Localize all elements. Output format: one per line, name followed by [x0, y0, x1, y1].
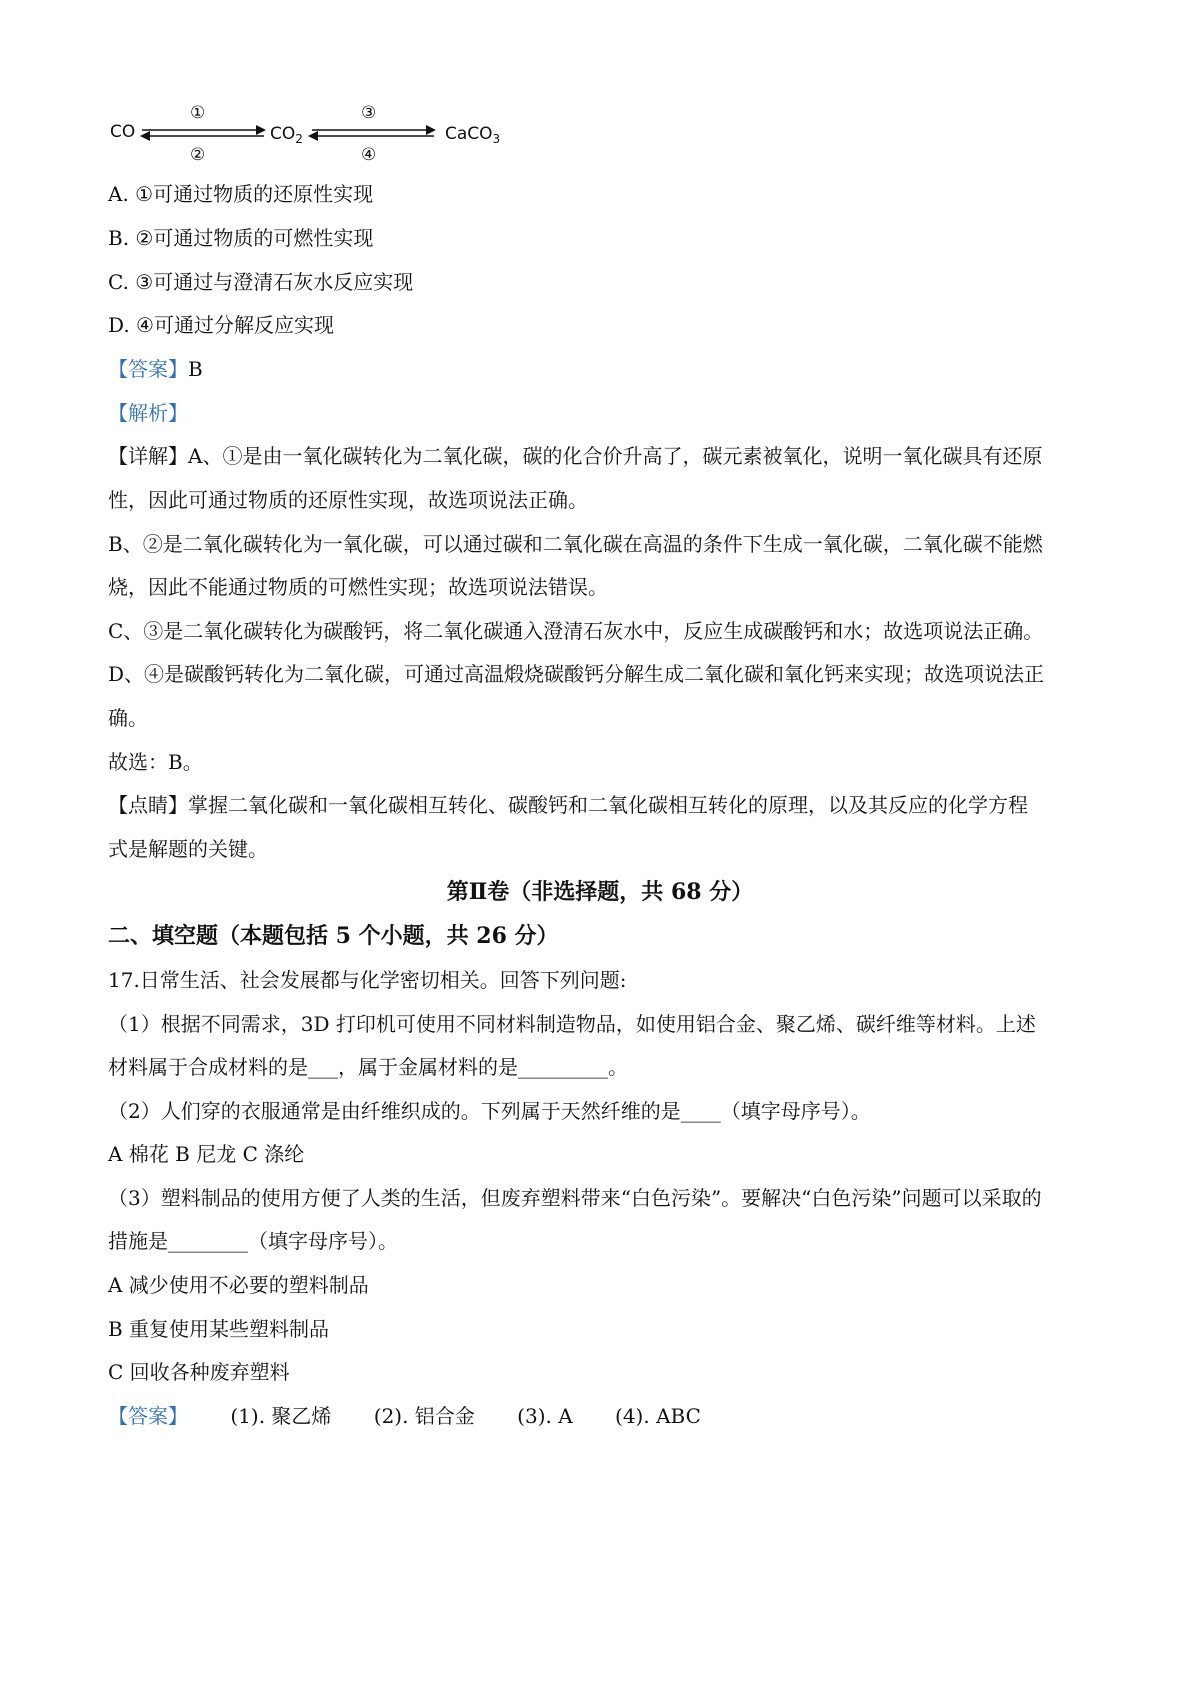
- circled-3-label: ③: [361, 103, 377, 123]
- q17-line: 措施是________（填字母序号）。: [108, 1229, 398, 1253]
- arrow-1-head: [256, 125, 266, 135]
- detail-line: 故选：B。: [108, 750, 203, 774]
- circled-2-label: ②: [190, 145, 206, 165]
- caco3-label: CaCO$_3$: [445, 124, 501, 146]
- co-label: CO: [110, 122, 136, 142]
- arrow-3-head: [426, 125, 436, 135]
- co2-label: $CO_2$: [270, 124, 303, 146]
- q17-line: 17.日常生活、社会发展都与化学密切相关。回答下列问题:: [108, 968, 627, 992]
- q17-line: （1）根据不同需求，3D 打印机可使用不同材料制造物品，如使用铝合金、聚乙烯、碳纤维等材料。上述: [108, 1012, 1036, 1036]
- q17-line: 材料属于合成材料的是___，属于金属材料的是_________。: [108, 1055, 628, 1079]
- detail-line: D、④是碳酸钙转化为二氧化碳，可通过高温煅烧碳酸钙分解生成二氧化碳和氧化钙来实现；故选项说法正: [108, 662, 1045, 686]
- circled-1-label: ①: [190, 103, 206, 123]
- option-b: B. ②可通过物质的可燃性实现: [108, 226, 374, 250]
- q17-answer-2: (2). 铝合金: [373, 1404, 475, 1428]
- option-c: C. ③可通过与澄清石灰水反应实现: [108, 270, 414, 294]
- detail-line: 确。: [108, 706, 148, 730]
- detail-line: 式是解题的关键。: [108, 837, 268, 861]
- q17-line: （2）人们穿的衣服通常是由纤维织成的。下列属于天然纤维的是____（填字母序号）。: [108, 1099, 871, 1123]
- answer-tag: 【答案】: [108, 357, 188, 381]
- q17-answer-1: (1). 聚乙烯: [230, 1404, 332, 1428]
- answer-line: [108, 355, 203, 383]
- circled-4-label: ④: [361, 145, 377, 165]
- q17-line: B 重复使用某些塑料制品: [108, 1317, 330, 1341]
- q17-answer-tag: 【答案】: [108, 1404, 188, 1428]
- detail-line: 【点睛】掌握二氧化碳和一氧化碳相互转化、碳酸钙和二氧化碳相互转化的原理，以及其反应的化学方程: [108, 793, 1028, 817]
- q17-line: A 棉花 B 尼龙 C 涤纶: [108, 1142, 305, 1166]
- q17-answer-4: (4). ABC: [615, 1404, 701, 1428]
- volume-title: 第Ⅱ卷（非选择题，共 68 分）: [446, 879, 754, 905]
- detail-line: B、②是二氧化碳转化为一氧化碳，可以通过碳和二氧化碳在高温的条件下生成一氧化碳，二氧化碳不能燃: [108, 532, 1043, 556]
- q17-line: A 减少使用不必要的塑料制品: [108, 1273, 369, 1297]
- option-d: D. ④可通过分解反应实现: [108, 313, 334, 337]
- part-title: 二、填空题（本题包括 5 个小题，共 26 分）: [108, 923, 559, 949]
- reaction-diagram: [110, 92, 530, 172]
- q17-answer-line: [108, 1402, 701, 1430]
- detail-line: 【详解】A、①是由一氧化碳转化为二氧化碳，碳的化合价升高了，碳元素被氧化，说明一氧化碳具有还原: [108, 444, 1043, 468]
- detail-line: 性，因此可通过物质的还原性实现，故选项说法正确。: [108, 488, 588, 512]
- detail-line: 烧，因此不能通过物质的可燃性实现；故选项说法错误。: [108, 575, 608, 599]
- option-a: A. ①可通过物质的还原性实现: [108, 182, 374, 206]
- q17-line: （3）塑料制品的使用方便了人类的生活，但废弃塑料带来“白色污染”。要解决“白色污染”问题可以采取的: [108, 1186, 1042, 1210]
- q17-answer-3: (3). A: [517, 1404, 573, 1428]
- analysis-tag: 【解析】: [108, 401, 188, 425]
- arrow-2-head: [140, 131, 150, 141]
- detail-line: C、③是二氧化碳转化为碳酸钙，将二氧化碳通入澄清石灰水中，反应生成碳酸钙和水；故选项说法正确。: [108, 619, 1044, 643]
- arrow-4-head: [308, 131, 318, 141]
- answer-value: B: [188, 357, 203, 381]
- q17-line: C 回收各种废弃塑料: [108, 1360, 290, 1384]
